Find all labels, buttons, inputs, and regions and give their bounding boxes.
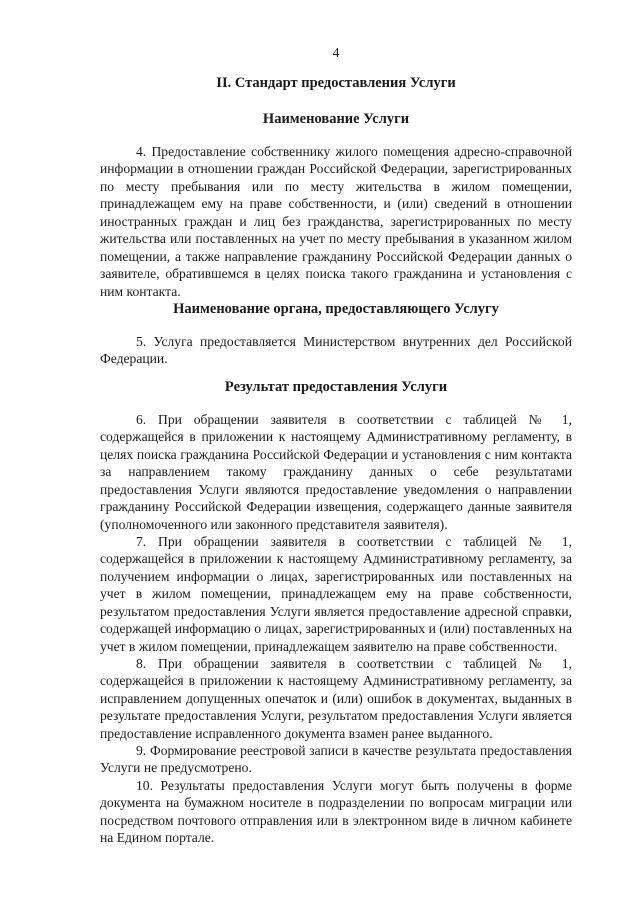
heading-service-result: Результат предоставления Услуги bbox=[224, 379, 448, 395]
paragraph-5: 5. Услуга предоставляется Министерством внутренних дел Российской Федерации. bbox=[100, 334, 572, 367]
paragraph-4: 4. Предоставление собственнику жилого помещения адресно-справочной информации в отношении граждан Российской Федерации, зарегистрированных по месту пребывания или по месту жительства в жилом помещении, принадлежащем ему на праве собственности, и (или) сведений в отношении иностранных граждан и лиц без гражданства, зарегистрированных по месту жительства или поставленных на учет по месту пребывания в указанном жилом помещении, а также направление гражданину Российской Федерации данных о заявителе, обратившемся в целях поиска такого гражданина и установления с ним контакта. bbox=[100, 144, 572, 299]
paragraph-9: 9. Формирование реестровой записи в качестве результата предоставления Услуги не предусмотрено. bbox=[100, 743, 572, 776]
heading-service-name: Наименование Услуги bbox=[262, 111, 410, 127]
paragraph-10: 10. Результаты предоставления Услуги могут быть получены в форме документа на бумажном носителе в подразделении по вопросам миграции или посредством почтового отправления или в электронном виде в личном кабинете на Едином портале. bbox=[100, 778, 572, 846]
paragraph-8: 8. При обращении заявителя в соответствии с таблицей № 1, содержащейся в приложении к настоящему Административному регламенту, за исправлением допущенных опечаток и (или) ошибок в документах, выданных в результате предоставления Услуги, результатом предоставления Услуги является предоставление исправленного документа взамен ранее выданного. bbox=[100, 656, 572, 741]
page-number: 4 bbox=[332, 45, 340, 60]
paragraph-6: 6. При обращении заявителя в соответствии с таблицей № 1, содержащейся в приложении к настоящему Административному регламенту, в целях поиска гражданина Российской Федерации и установления с ним контакта за направлением такому гражданину данных о себе результатами предоставления Услуги являются предоставление уведомления о направлении гражданину Российской Федерации извещения, содержащего данные заявителя (уполномоченного или законного представителя заявителя). bbox=[100, 412, 572, 532]
heading-service-organ: Наименование органа, предоставляющего Услугу bbox=[173, 301, 499, 317]
section-title: II. Стандарт предоставления Услуги bbox=[216, 75, 456, 91]
paragraph-7: 7. При обращении заявителя в соответствии с таблицей № 1, содержащейся в приложении к настоящему Административному регламенту, за получением информации о лицах, зарегистрированных или поставленных на учет в жилом помещении, принадлежащем ему на праве собственности, результатом предоставления Услуги является предоставление адресной справки, содержащей информацию о лицах, зарегистрированных и (или) поставленных на учет в жилом помещении, принадлежащем заявителю на праве собственности. bbox=[100, 534, 572, 654]
